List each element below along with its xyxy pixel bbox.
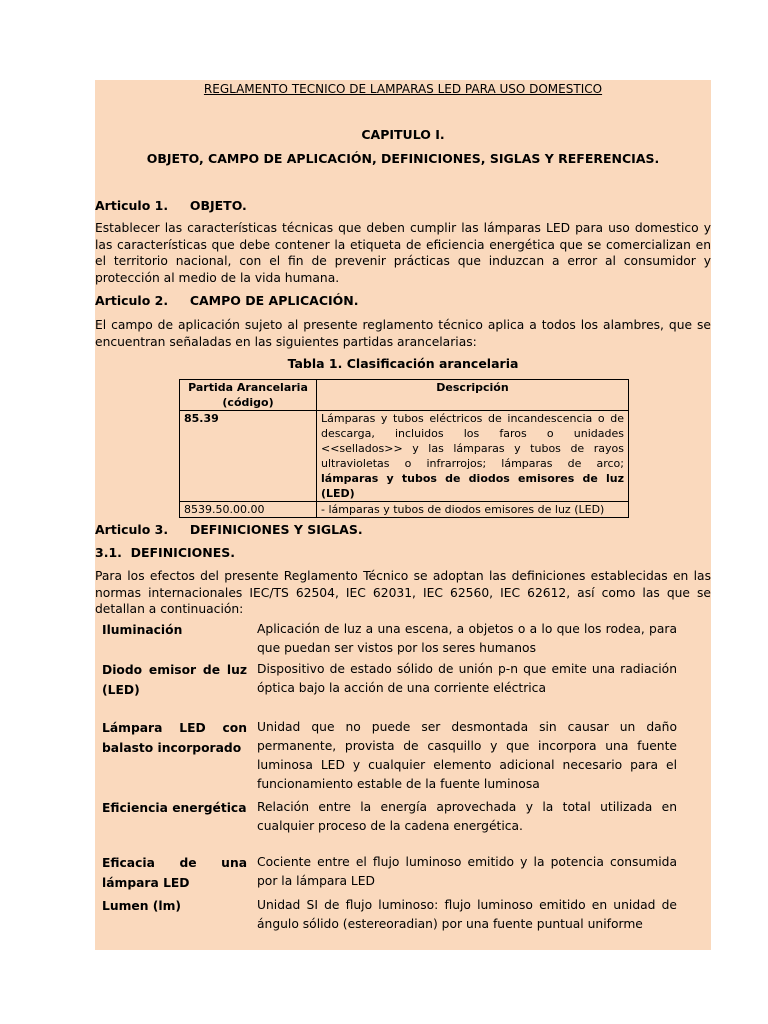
article-2-heading: Articulo 2. CAMPO DE APLICACIÓN. (95, 293, 359, 308)
table-row (180, 411, 629, 502)
article-2-text: El campo de aplicación sujeto al presente reglamento técnico aplica a todos los alambres, que se encuentran señaladas en las siguientes partidas arancelarias: (95, 318, 711, 349)
row-description-text: Lámparas y tubos eléctricos de incandescencia o de descarga, incluidos los faros o unidades <<sellados>> y las lámparas y tubos de rayos ultravioletas o infrarrojos; lámparas de arco; (321, 412, 624, 470)
row-description-bold: lámparas y tubos de diodos emisores de luz (LED) (321, 472, 624, 500)
definition-row (95, 896, 711, 950)
definition-text: Dispositivo de estado sólido de unión p-n que emite una radiación óptica bajo la acción de una corriente eléctrica (257, 662, 677, 695)
article-3-heading: Articulo 3. DEFINICIONES Y SIGLAS. (95, 522, 363, 537)
chapter-heading: CAPITULO I. (361, 127, 445, 142)
definition-text: Cociente entre el flujo luminoso emitido y la potencia consumida por la lámpara LED (257, 855, 677, 888)
definition-term: Lámpara LED con balasto incorporado (102, 721, 247, 755)
definition-term: Eficiencia energética (102, 801, 247, 815)
section-3-1-heading: 3.1. DEFINICIONES. (95, 545, 236, 560)
chapter-subtitle: OBJETO, CAMPO DE APLICACIÓN, DEFINICIONES, SIGLAS Y REFERENCIAS. (146, 151, 660, 166)
tariff-table (179, 379, 629, 518)
header-description: Descripción (317, 380, 629, 411)
header-code: Partida Arancelaria (código) (180, 380, 317, 411)
document-title: REGLAMENTO TECNICO DE LAMPARAS LED PARA USO DOMESTICO (203, 82, 603, 96)
definition-text: Relación entre la energía aprovechada y la total utilizada en cualquier proceso de la cadena energética. (257, 800, 677, 833)
table-caption: Tabla 1. Clasificación arancelaria (287, 356, 519, 371)
article-1-heading: Articulo 1. OBJETO. (95, 198, 247, 213)
definitions-list (95, 620, 711, 950)
definition-term: Diodo emisor de luz (LED) (102, 663, 247, 697)
definition-term: Lumen (lm) (102, 899, 182, 913)
table-header-row (180, 380, 629, 411)
row-description (317, 411, 629, 502)
definition-term: Iluminación (102, 623, 183, 637)
definition-row (95, 798, 711, 853)
definition-row (95, 620, 711, 660)
definition-text: Unidad que no puede ser desmontada sin causar un daño permanente, provista de casquillo y que incorpora una fuente luminosa LED y cualquier elemento adicional necesario para el funcionamiento estable de la fuente luminosa (257, 720, 677, 791)
definition-row (95, 718, 711, 798)
row-description: - lámparas y tubos de diodos emisores de luz (LED) (317, 502, 629, 518)
definition-text: Unidad SI de flujo luminoso: flujo luminoso emitido en unidad de ángulo sólido (estereoradian) por una fuente puntual uniforme (257, 898, 677, 931)
definition-row (95, 853, 711, 896)
document-page (95, 80, 711, 950)
definition-row (95, 660, 711, 718)
article-1-text: Establecer las características técnicas que deben cumplir las lámparas LED para uso domestico y las características que debe contener la etiqueta de eficiencia energética que se comercializan en el territorio nacional, con el fin de prevenir prácticas que induzcan a error al consumidor y protección al medio de la vida humana. (95, 221, 711, 285)
row-code: 8539.50.00.00 (180, 502, 317, 518)
row-code: 85.39 (180, 411, 317, 502)
table-row (180, 502, 629, 518)
section-3-1-text: Para los efectos del presente Reglamento Técnico se adoptan las definiciones establecidas en las normas internacionales IEC/TS 62504, IEC 62031, IEC 62560, IEC 62612, así como las que se detallan a continuación: (95, 569, 711, 616)
definition-term: Eficacia de una lámpara LED (102, 856, 247, 890)
definition-text: Aplicación de luz a una escena, a objetos o a lo que los rodea, para que puedan ser vistos por los seres humanos (257, 622, 677, 655)
